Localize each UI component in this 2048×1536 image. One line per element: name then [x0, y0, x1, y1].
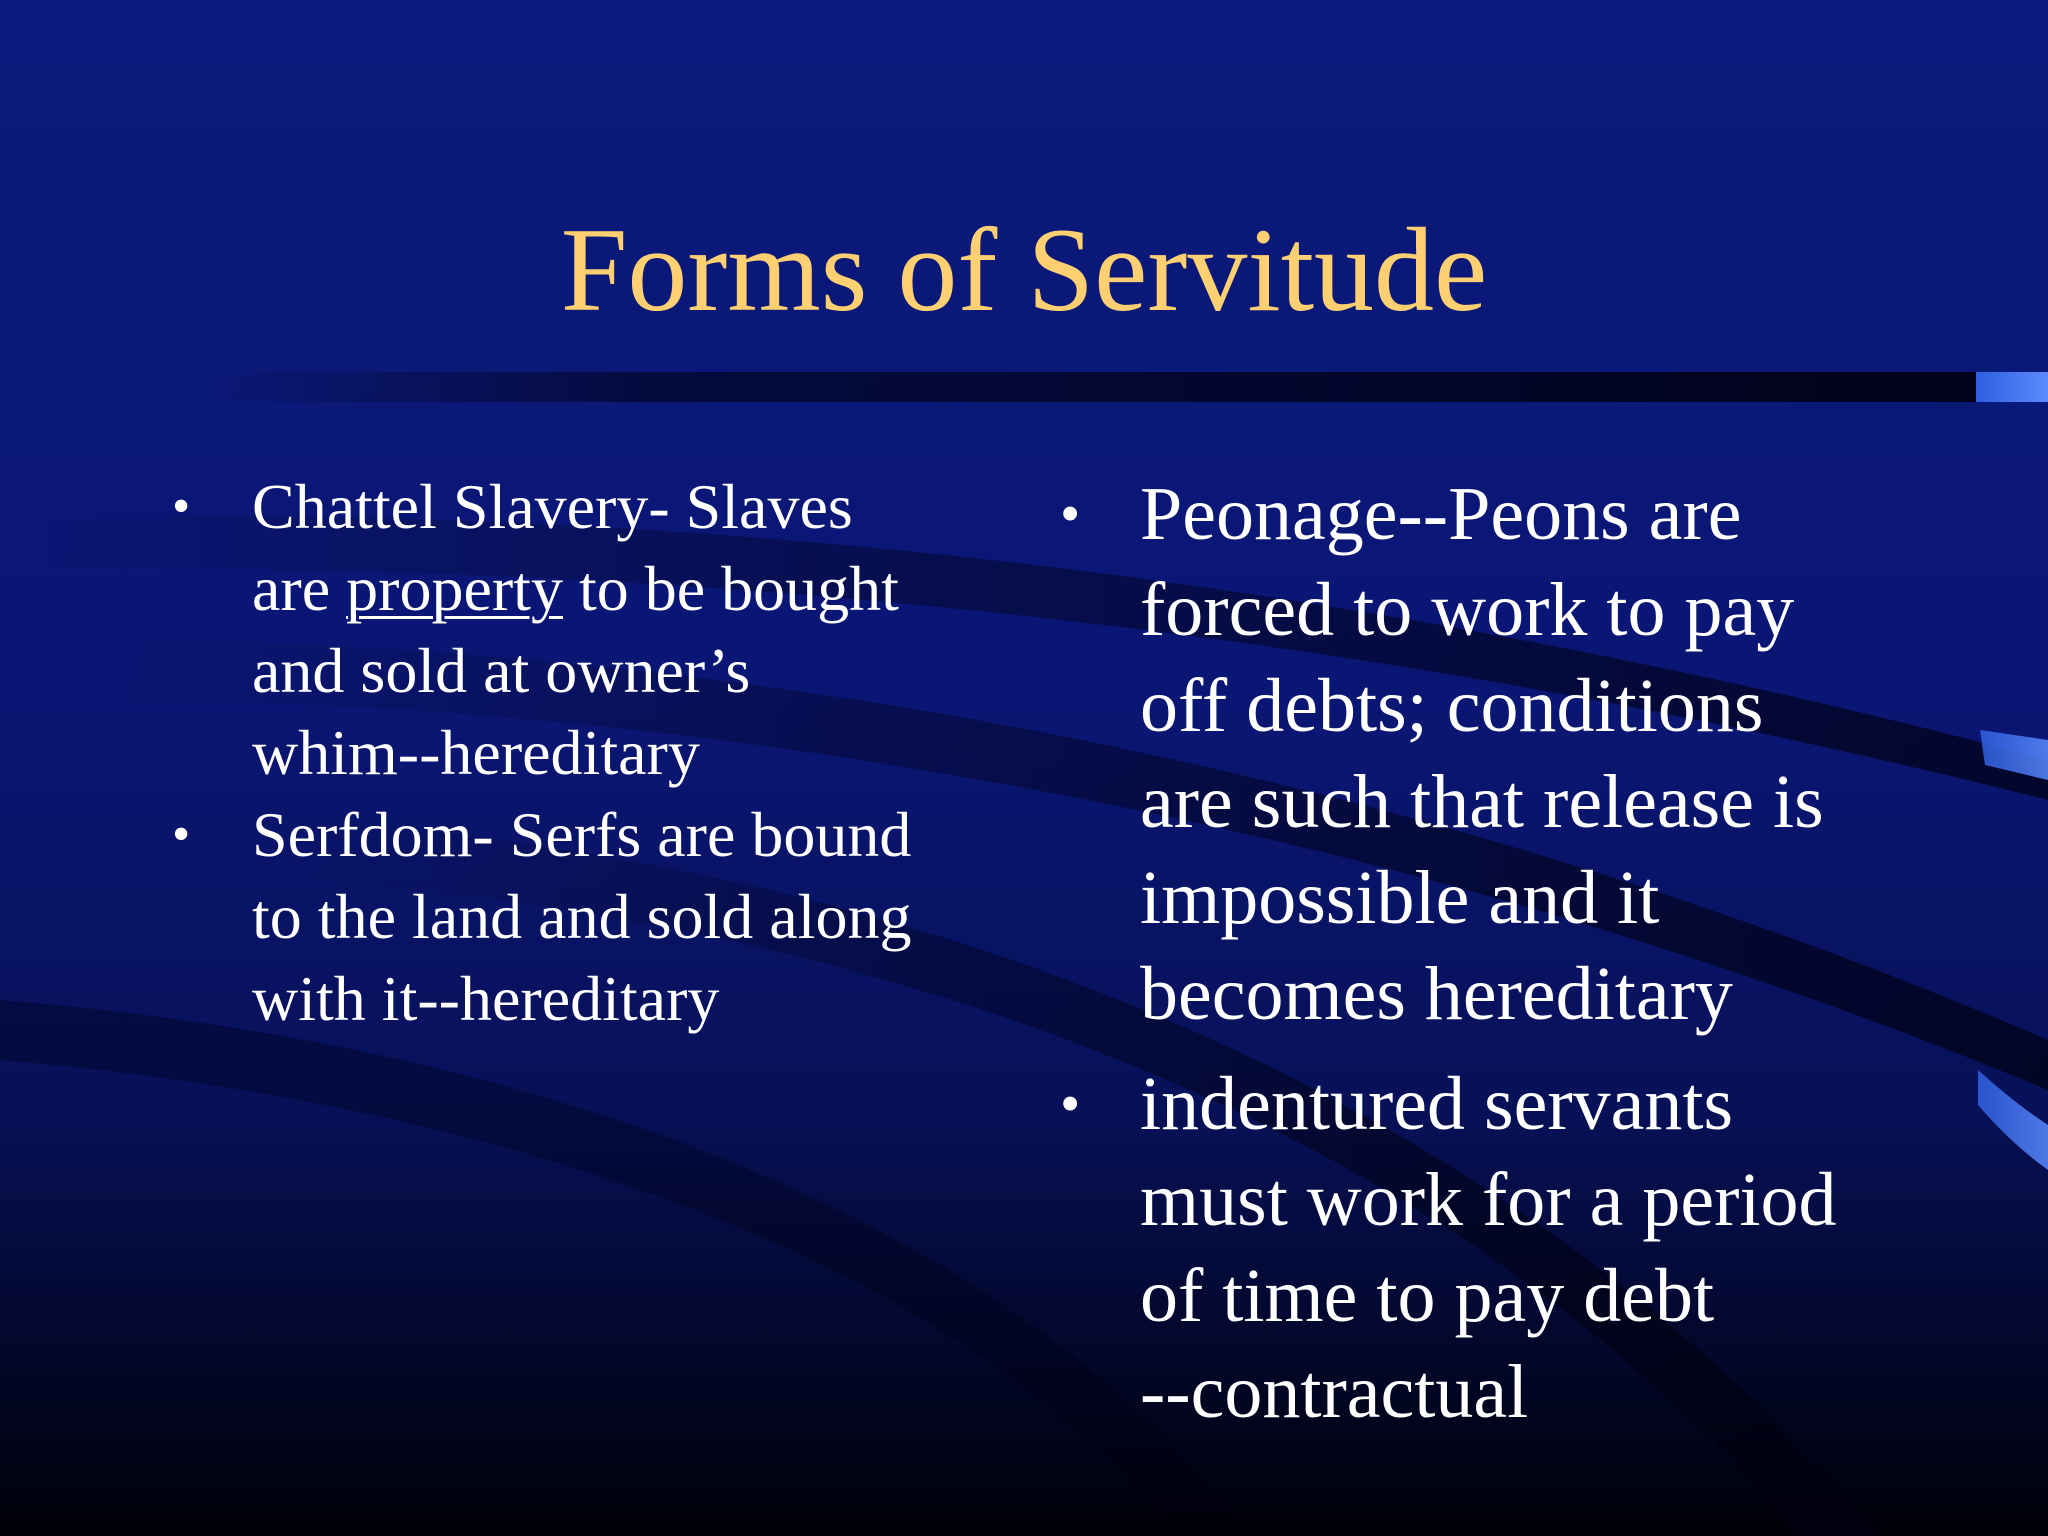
bullet-text-line: --contractual [1140, 1350, 1529, 1434]
title-divider-accent [1976, 372, 2048, 402]
bullet-peonage [1060, 466, 1980, 1042]
bullet-icon: • [172, 806, 191, 863]
bullet-text-line: to the land and sold along [252, 881, 912, 952]
bullet-text-line [252, 548, 972, 630]
bullet-text-line: and sold at owner’s [252, 635, 751, 706]
bullet-text-line: Serfdom- Serfs are bound [252, 799, 912, 870]
bullet-text-line: indentured servants [1140, 1062, 1734, 1146]
title-divider-bar [200, 372, 1980, 402]
bullet-chattel-slavery [172, 466, 972, 794]
bullet-text-line: off debts; conditions [1140, 664, 1764, 748]
bullet-text-line: impossible and it [1140, 856, 1660, 940]
bullet-text-line: Peonage--Peons are [1140, 472, 1742, 556]
bullet-serfdom [172, 794, 972, 1040]
bullet-indentured-servants [1060, 1056, 1980, 1440]
bullet-text-line: Chattel Slavery- Slaves [252, 471, 853, 542]
bullet-icon: • [1060, 1071, 1081, 1136]
bullet-text-line: forced to work to pay [1140, 568, 1795, 652]
right-column [1060, 466, 1980, 1454]
slide-title: Forms of Servitude [560, 203, 1488, 336]
text-segment: to be bought [562, 553, 899, 624]
bullet-icon: • [1060, 481, 1081, 546]
text-segment: are [252, 553, 347, 624]
bullet-text-line: with it--hereditary [252, 963, 720, 1034]
bullet-text-line: are such that release is [1140, 760, 1824, 844]
bullet-text-line: must work for a period [1140, 1158, 1837, 1242]
bullet-text-line: of time to pay debt [1140, 1254, 1715, 1338]
bullet-text-line: whim--hereditary [252, 717, 700, 788]
bullet-text-line: becomes hereditary [1140, 952, 1733, 1036]
underlined-term-property: property [346, 553, 563, 624]
bullet-icon: • [172, 478, 191, 535]
left-column [172, 466, 972, 1040]
